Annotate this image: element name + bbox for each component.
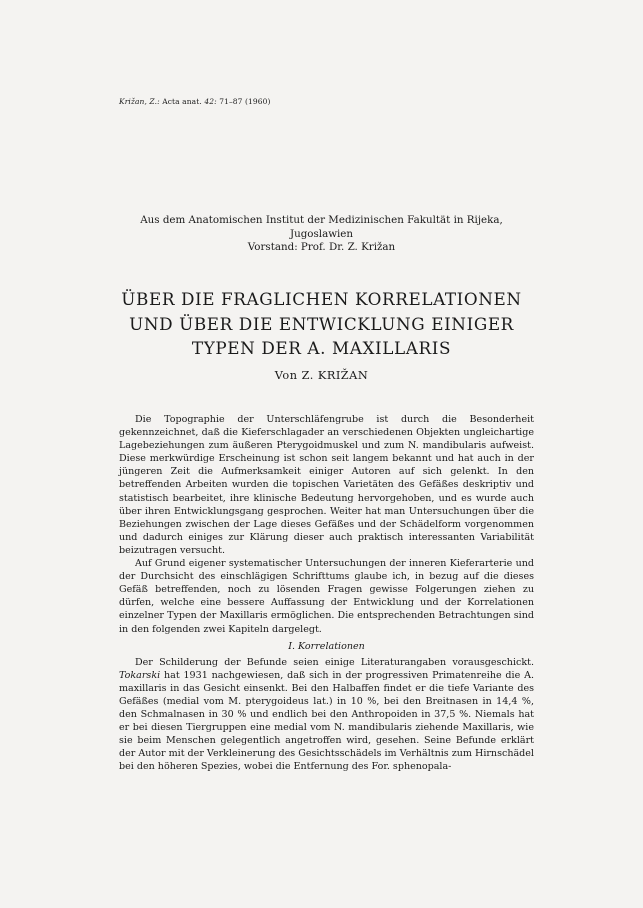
paragraph-3 <box>119 656 534 774</box>
affiliation-institute: Aus dem Anatomischen Institut der Medizinischen Fakultät in Rijeka, <box>140 214 503 226</box>
paragraph-2: Auf Grund eigener systematischer Untersuchungen der inneren Kieferarterie und der Durchsicht des einschlägigen Schrifttums glaube ich, in bezug auf die dieses Gefäß betreffenden, noch zu lösenden Fragen gewisse Folgerungen ziehen zu dürfen, welche eine bessere Auffassung der Entwicklung und der Korrelationen einzelner Typen der Maxillaris ermöglichen. Die entsprechenden Betrachtungen sind in den folgenden zwei Kapiteln dargelegt. <box>119 558 534 635</box>
affiliation-head: Vorstand: Prof. Dr. Z. Križan <box>247 241 396 254</box>
citation-author: Križan, Z.: <box>119 97 160 106</box>
citation-volume: 42: <box>204 97 217 106</box>
cited-author: Tokarski <box>119 669 161 681</box>
paragraph-3-rest: hat 1931 nachgewiesen, daß sich in der progressiven Primatenreihe die A. maxillaris in das Gesicht einsenkt. Bei den Halbaffen findet er die tiefe Variante des Gefäßes (medial vom M. pterygoideus lat.) in 10 %, bei den Breitnasen in 14,4 %, den Schmalnasen in 30 % und endlich bei den Anthropoiden in 37,5 %. Niemals hat er bei diesen Tiergruppen eine medial vom N. mandibularis ziehende Maxillaris, wie sie beim Menschen gelegentlich angetroffen wird, gesehen. Seine Befunde erklärt der Autor mit der Verkleinerung des Gesichtsschädels im Verhältnis zum Hirnschädel bei den höheren Spezies, wobei die Entfernung des For. sphenopala- <box>119 669 534 773</box>
title-line-2: UND ÜBER DIE ENTWICKLUNG EINIGER <box>129 313 514 334</box>
citation-line <box>119 97 271 106</box>
body-text <box>119 413 534 774</box>
affiliation <box>100 214 543 255</box>
paragraph-3-intro: Der Schilderung der Befunde seien einige Literaturangaben vorausgeschickt. <box>135 656 534 668</box>
section-heading: I. Korrelationen <box>288 640 365 652</box>
title-line-3: TYPEN DER A. MAXILLARIS <box>191 338 452 358</box>
paragraph-1: Die Topographie der Unterschläfengrube ist durch die Besonderheit gekennzeichnet, daß die Kieferschlagader an verschiedenen Objekten ungleichartige Lagebeziehungen zum äußeren Pterygoidmuskel und zum N. mandibularis aufweist. Diese merkwürdige Erscheinung ist schon seit langem bekannt und hat auch in der jüngeren Zeit die Aufmerksamkeit einiger Autoren auf sich gelenkt. In den betreffenden Arbeiten wurden die topischen Varietäten des Gefäßes deskriptiv und statistisch bearbeitet, ihre klinische Bedeutung hervorgehoben, und es wurde auch über ihren Entwicklungsgang gesprochen. Weiter hat man Untersuchungen über die Beziehungen zwischen der Lage dieses Gefäßes und der Schädelform vorgenommen und dadurch einiges zur Klärung dieser auch praktisch interessanten Variabilität beizutragen versucht. <box>119 414 534 556</box>
paper-title <box>100 287 543 361</box>
title-line-1: ÜBER DIE FRAGLICHEN KORRELATIONEN <box>121 289 522 309</box>
citation-pages: 71–87 (1960) <box>219 97 271 106</box>
author-line: Von Z. KRIŽAN <box>274 369 369 382</box>
affiliation-country: Jugoslawien <box>289 227 354 240</box>
citation-journal: Acta anat. <box>162 97 202 106</box>
